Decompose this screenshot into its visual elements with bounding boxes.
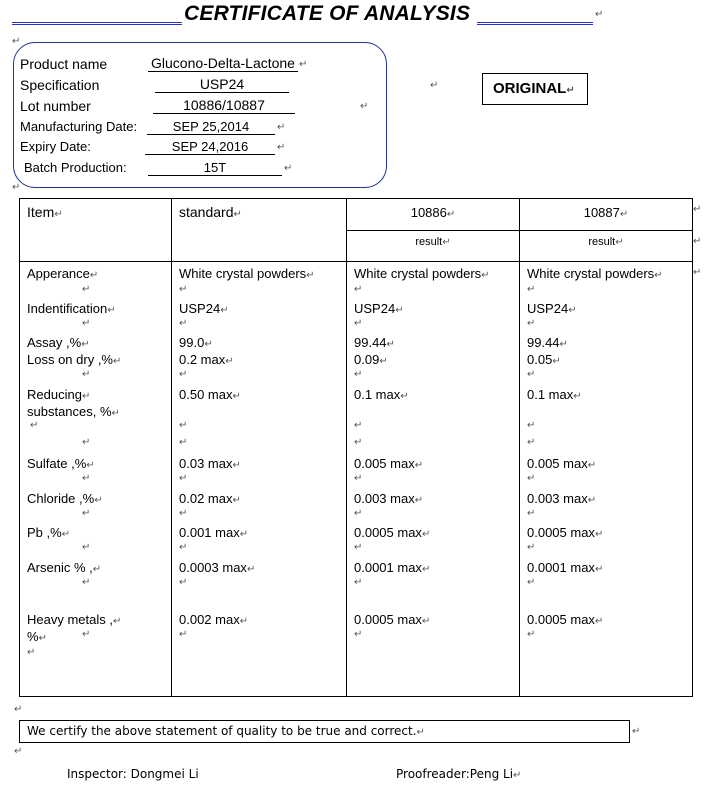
cell-item-text: Pb ,% xyxy=(27,525,62,540)
cell-item-continued-text: % xyxy=(27,629,39,644)
paragraph-mark: ↵ xyxy=(81,391,91,402)
paragraph-mark: ↵ xyxy=(430,80,439,91)
header-lot2: 10887 xyxy=(583,205,620,220)
result-label-lot1: result xyxy=(415,236,443,248)
cell-lot2-text: 0.0005 max xyxy=(527,525,595,540)
paragraph-mark: ↵ xyxy=(179,508,188,519)
cell-lot1 xyxy=(354,611,430,630)
standard-column xyxy=(172,262,347,697)
cell-standard xyxy=(179,265,315,284)
paragraph-mark: ↵ xyxy=(239,529,249,540)
cell-standard xyxy=(179,300,229,319)
cell-item xyxy=(27,490,103,509)
paragraph-mark: ↵ xyxy=(446,209,456,220)
cell-lot2 xyxy=(527,386,582,405)
cell-lot2-text: 99.44 xyxy=(527,335,560,350)
paragraph-mark: ↵ xyxy=(179,577,188,588)
header-lot1: 10886 xyxy=(410,205,447,220)
manufacturing-date-label: Manufacturing Date: xyxy=(20,119,138,134)
cell-lot2 xyxy=(527,559,603,578)
cell-item-text: Heavy metals , xyxy=(27,612,113,627)
cell-lot1-text: 0.005 max xyxy=(354,456,415,471)
paragraph-mark: ↵ xyxy=(414,495,424,506)
paragraph-mark: ↵ xyxy=(354,629,363,640)
paragraph-mark: ↵ xyxy=(30,420,39,431)
paragraph-mark: ↵ xyxy=(82,629,91,640)
cell-lot1-text: White crystal powders xyxy=(354,266,482,281)
paragraph-mark: ↵ xyxy=(379,356,388,367)
cell-item-text: Chloride ,% xyxy=(27,491,95,506)
manufacturing-date-value: SEP 25,2014 xyxy=(147,119,275,135)
paragraph-mark: ↵ xyxy=(527,369,536,380)
cell-standard-text: White crystal powders xyxy=(179,266,307,281)
cell-standard-text: 0.02 max xyxy=(179,491,233,506)
expiry-date-value: SEP 24,2016 xyxy=(145,139,275,155)
paragraph-mark: ↵ xyxy=(89,270,99,281)
cell-item-continued xyxy=(27,403,120,422)
paragraph-mark: ↵ xyxy=(527,629,536,640)
cell-lot2 xyxy=(527,455,596,474)
cell-standard xyxy=(179,611,248,630)
paragraph-mark: ↵ xyxy=(386,339,395,350)
paragraph-mark: ↵ xyxy=(354,284,363,295)
cell-lot1-text: 0.003 max xyxy=(354,491,415,506)
paragraph-mark: ↵ xyxy=(552,356,561,367)
cell-standard xyxy=(179,524,248,543)
paragraph-mark: ↵ xyxy=(81,339,90,350)
lot2-column xyxy=(520,262,693,697)
paragraph-mark: ↵ xyxy=(82,284,91,295)
paragraph-mark: ↵ xyxy=(225,356,234,367)
paragraph-mark: ↵ xyxy=(354,369,363,380)
header-standard-cell xyxy=(172,199,347,262)
paragraph-mark: ↵ xyxy=(654,270,663,281)
paragraph-mark: ↵ xyxy=(113,356,122,367)
paragraph-mark: ↵ xyxy=(594,529,604,540)
paragraph-mark: ↵ xyxy=(179,473,188,484)
cell-standard-text: 0.03 max xyxy=(179,456,233,471)
cell-lot2 xyxy=(527,490,596,509)
paragraph-mark: ↵ xyxy=(693,267,702,278)
paragraph-mark: ↵ xyxy=(233,209,242,220)
specification-label: Specification xyxy=(20,77,100,93)
inspector-signature: Inspector: Dongmei Li xyxy=(67,767,199,781)
paragraph-mark: ↵ xyxy=(693,236,702,247)
paragraph-mark: ↵ xyxy=(107,305,116,316)
cell-standard xyxy=(179,559,255,578)
paragraph-mark: ↵ xyxy=(421,616,431,627)
cell-standard-text: USP24 xyxy=(179,301,221,316)
paragraph-mark: ↵ xyxy=(559,339,568,350)
paragraph-mark: ↵ xyxy=(527,542,536,553)
cell-lot2-text: 0.003 max xyxy=(527,491,588,506)
cell-item xyxy=(27,265,98,284)
paragraph-mark: ↵ xyxy=(277,122,286,133)
cell-item xyxy=(27,351,121,370)
paragraph-mark: ↵ xyxy=(38,633,47,644)
paragraph-mark: ↵ xyxy=(619,209,629,220)
lot1-column xyxy=(347,262,520,697)
paragraph-mark: ↵ xyxy=(306,270,315,281)
cell-item xyxy=(27,559,101,578)
cell-standard xyxy=(179,490,241,509)
title-underline-right xyxy=(477,22,593,25)
paragraph-mark: ↵ xyxy=(12,182,21,193)
paragraph-mark: ↵ xyxy=(14,704,23,715)
paragraph-mark: ↵ xyxy=(414,460,424,471)
paragraph-mark: ↵ xyxy=(179,318,188,329)
cell-lot1 xyxy=(354,559,430,578)
analysis-table xyxy=(19,198,693,697)
paragraph-mark: ↵ xyxy=(360,101,369,112)
paragraph-mark: ↵ xyxy=(82,577,91,588)
cell-lot1 xyxy=(354,386,409,405)
header-item-cell xyxy=(20,199,172,262)
paragraph-mark: ↵ xyxy=(179,420,188,431)
paragraph-mark: ↵ xyxy=(587,460,597,471)
cell-lot1 xyxy=(354,455,423,474)
certification-text: We certify the above statement of quality to be true and correct. xyxy=(27,724,417,738)
cell-standard-text: 0.50 max xyxy=(179,387,233,402)
cell-lot2-text: USP24 xyxy=(527,301,569,316)
item-column xyxy=(20,262,172,697)
paragraph-mark: ↵ xyxy=(693,204,702,215)
result-label-lot2: result xyxy=(588,236,616,248)
batch-production-label: Batch Production: xyxy=(24,160,127,175)
paragraph-mark: ↵ xyxy=(527,577,536,588)
cell-item xyxy=(27,300,116,319)
paragraph-mark: ↵ xyxy=(61,529,71,540)
cell-lot2 xyxy=(527,265,663,284)
paragraph-mark: ↵ xyxy=(594,616,604,627)
specification-value: USP24 xyxy=(155,77,289,93)
paragraph-mark: ↵ xyxy=(354,508,363,519)
paragraph-mark: ↵ xyxy=(421,564,431,575)
paragraph-mark: ↵ xyxy=(277,142,286,153)
proofreader-text: Proofreader:Peng Li xyxy=(396,767,514,781)
original-stamp xyxy=(482,73,588,105)
cell-item xyxy=(27,524,70,543)
page-title: CERTIFICATE OF ANALYSIS xyxy=(184,2,471,25)
paragraph-mark: ↵ xyxy=(179,437,188,448)
cell-standard-text: 0.002 max xyxy=(179,612,240,627)
original-stamp-text: ORIGINAL xyxy=(493,80,567,97)
paragraph-mark: ↵ xyxy=(232,495,241,506)
paragraph-mark: ↵ xyxy=(527,420,536,431)
paragraph-mark: ↵ xyxy=(232,460,241,471)
cell-standard xyxy=(179,455,241,474)
header-lot2-cell xyxy=(520,199,693,231)
batch-production-value: 15T xyxy=(148,160,282,176)
cell-lot1-text: 0.0001 max xyxy=(354,560,422,575)
paragraph-mark: ↵ xyxy=(82,369,91,380)
paragraph-mark: ↵ xyxy=(86,460,95,471)
paragraph-mark: ↵ xyxy=(111,408,120,419)
cell-lot2-text: 0.005 max xyxy=(527,456,588,471)
cell-lot2 xyxy=(527,300,577,319)
paragraph-mark: ↵ xyxy=(527,508,536,519)
cell-lot1 xyxy=(354,490,423,509)
lot-number-label: Lot number xyxy=(20,98,91,114)
paragraph-mark: ↵ xyxy=(179,629,188,640)
paragraph-mark: ↵ xyxy=(82,318,91,329)
paragraph-mark: ↵ xyxy=(573,391,582,402)
paragraph-mark: ↵ xyxy=(587,495,597,506)
cell-lot1-text: 0.1 max xyxy=(354,387,401,402)
cell-lot1-text: 0.0005 max xyxy=(354,525,422,540)
cell-lot2-text: 0.0001 max xyxy=(527,560,595,575)
paragraph-mark: ↵ xyxy=(232,391,241,402)
cell-item-text: Sulfate ,% xyxy=(27,456,87,471)
cell-lot2 xyxy=(527,524,603,543)
cell-lot1 xyxy=(354,351,388,370)
paragraph-mark: ↵ xyxy=(354,420,363,431)
header-item: Item xyxy=(27,204,55,220)
paragraph-mark: ↵ xyxy=(354,473,363,484)
cell-lot1 xyxy=(354,265,490,284)
paragraph-mark: ↵ xyxy=(94,495,103,506)
paragraph-mark: ↵ xyxy=(421,529,431,540)
cell-item-continued-text: substances, % xyxy=(27,404,112,419)
paragraph-mark: ↵ xyxy=(82,437,91,448)
paragraph-mark: ↵ xyxy=(246,564,256,575)
paragraph-mark: ↵ xyxy=(82,508,91,519)
cell-lot1 xyxy=(354,524,430,543)
cell-item-continued xyxy=(27,628,47,647)
result-lot2-cell xyxy=(520,231,693,262)
paragraph-mark: ↵ xyxy=(527,318,536,329)
paragraph-mark: ↵ xyxy=(354,542,363,553)
paragraph-mark: ↵ xyxy=(220,305,229,316)
paragraph-mark: ↵ xyxy=(632,726,641,737)
paragraph-mark: ↵ xyxy=(527,473,536,484)
cell-lot2-text: 0.1 max xyxy=(527,387,574,402)
certification-box xyxy=(19,720,630,743)
cell-item-text: Loss on dry ,% xyxy=(27,352,113,367)
cell-lot1-text: USP24 xyxy=(354,301,396,316)
cell-lot1-text: 0.0005 max xyxy=(354,612,422,627)
cell-lot1 xyxy=(354,300,404,319)
paragraph-mark: ↵ xyxy=(481,270,490,281)
cell-item-text: Assay ,% xyxy=(27,335,82,350)
expiry-date-label: Expiry Date: xyxy=(20,139,91,154)
paragraph-mark: ↵ xyxy=(12,36,21,47)
paragraph-mark: ↵ xyxy=(527,437,536,448)
paragraph-mark: ↵ xyxy=(568,305,577,316)
cell-standard-text: 0.2 max xyxy=(179,352,226,367)
cell-lot1-text: 99.44 xyxy=(354,335,387,350)
cell-standard-text: 99.0 xyxy=(179,335,205,350)
paragraph-mark: ↵ xyxy=(204,339,213,350)
paragraph-mark: ↵ xyxy=(566,85,575,96)
paragraph-mark: ↵ xyxy=(54,209,63,220)
cell-lot1-text: 0.09 xyxy=(354,352,380,367)
cell-lot2 xyxy=(527,611,603,630)
paragraph-mark: ↵ xyxy=(299,59,308,70)
paragraph-mark: ↵ xyxy=(442,237,451,248)
product-name-label: Product name xyxy=(20,56,108,72)
cell-standard xyxy=(179,386,241,405)
paragraph-mark: ↵ xyxy=(82,473,91,484)
paragraph-mark: ↵ xyxy=(239,616,249,627)
cell-item xyxy=(27,455,95,474)
paragraph-mark: ↵ xyxy=(615,237,624,248)
paragraph-mark: ↵ xyxy=(112,616,122,627)
cell-standard-text: 0.001 max xyxy=(179,525,240,540)
paragraph-mark: ↵ xyxy=(354,437,363,448)
paragraph-mark: ↵ xyxy=(179,542,188,553)
cell-lot2-text: 0.05 xyxy=(527,352,553,367)
result-lot1-cell xyxy=(347,231,520,262)
paragraph-mark: ↵ xyxy=(416,727,425,738)
header-standard: standard xyxy=(179,204,234,220)
paragraph-mark: ↵ xyxy=(179,284,188,295)
cell-item-text: Arsenic % , xyxy=(27,560,93,575)
product-name-value: Glucono-Delta-Lactone xyxy=(148,56,298,72)
cell-lot2-text: 0.0005 max xyxy=(527,612,595,627)
lot-number-value: 10886/10887 xyxy=(153,98,295,114)
paragraph-mark: ↵ xyxy=(395,305,404,316)
paragraph-mark: ↵ xyxy=(27,647,36,658)
paragraph-mark: ↵ xyxy=(594,564,604,575)
paragraph-mark: ↵ xyxy=(14,746,23,757)
paragraph-mark: ↵ xyxy=(400,391,409,402)
paragraph-mark: ↵ xyxy=(595,9,604,20)
cell-standard-text: 0.0003 max xyxy=(179,560,247,575)
paragraph-mark: ↵ xyxy=(354,318,363,329)
title-underline-left xyxy=(12,22,182,25)
paragraph-mark: ↵ xyxy=(179,369,188,380)
cell-item-text: Indentification xyxy=(27,301,108,316)
header-lot1-cell xyxy=(347,199,520,231)
paragraph-mark: ↵ xyxy=(284,163,293,174)
cell-lot2-text: White crystal powders xyxy=(527,266,655,281)
cell-standard xyxy=(179,351,234,370)
proofreader-signature xyxy=(396,767,521,781)
paragraph-mark: ↵ xyxy=(92,564,102,575)
paragraph-mark: ↵ xyxy=(513,770,522,781)
paragraph-mark: ↵ xyxy=(354,577,363,588)
cell-item-text: Apperance xyxy=(27,266,90,281)
cell-lot2 xyxy=(527,351,561,370)
cell-item-text: Reducing xyxy=(27,387,82,402)
paragraph-mark: ↵ xyxy=(527,284,536,295)
paragraph-mark: ↵ xyxy=(82,542,91,553)
